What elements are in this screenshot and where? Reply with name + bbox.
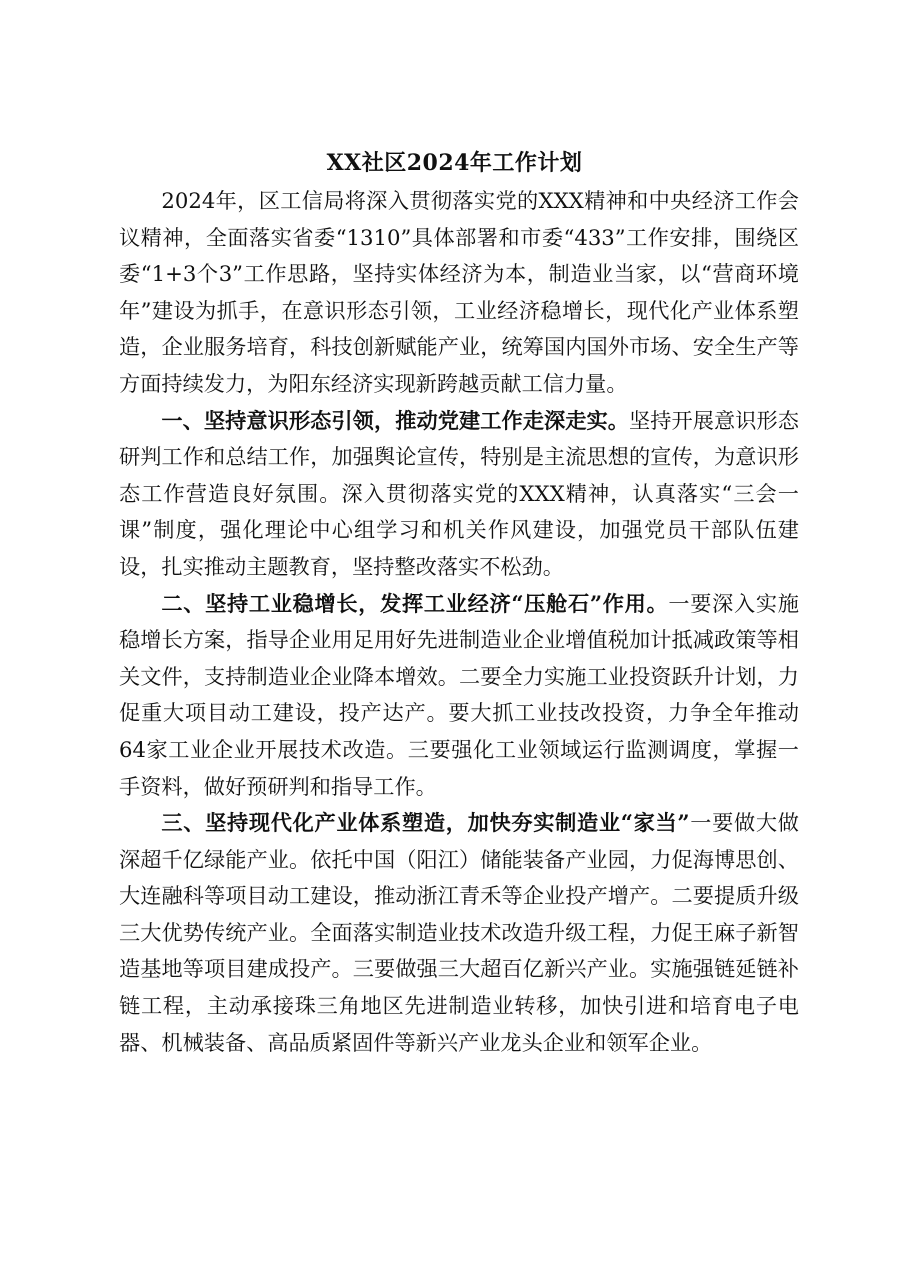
- section-3-heading: 三、坚持现代化产业体系塑造，加快夯实制造业“家当”: [161, 810, 690, 836]
- paragraph-section-3: [119, 805, 799, 1061]
- paragraph-text: 一要深入实施稳增长方案，指导企业用足用好先进制造业企业增值税加计抵减政策等相关文件，支持制造业企业降本增效。二要全力实施工业投资跃升计划，力促重大项目动工建设，投产达产。要大抓工业技改投资，力争全年推动64家工业企业开展技术改造。三要强化工业领域运行监测调度，掌握一手资料，做好预研判和指导工作。: [119, 590, 799, 799]
- paragraph-section-1: [119, 403, 799, 586]
- section-2-heading: 二、坚持工业稳增长，发挥工业经济“压舱石”作用。: [161, 590, 669, 616]
- paragraph-intro: [119, 183, 799, 403]
- document-title: XX社区2024年工作计划: [326, 150, 583, 176]
- paragraph-section-2: [119, 586, 799, 806]
- paragraph-text: 坚持开展意识形态研判工作和总结工作，加强舆论宣传，特别是主流思想的宣传，为意识形态工作营造良好氛围。深入贯彻落实党的XXX精神，认真落实“三会一课”制度，强化理论中心组学习和机关作风建设，加强党员干部队伍建设，扎实推动主题教育，坚持整改落实不松劲。: [119, 407, 799, 579]
- paragraph-text: 一要做大做深超千亿绿能产业。依托中国（阳江）储能装备产业园，力促海博思创、大连融科等项目动工建设，推动浙江青禾等企业投产增产。二要提质升级三大优势传统产业。全面落实制造业技术改造升级工程，力促王麻子新智造基地等项目建成投产。三要做强三大超百亿新兴产业。实施强链延链补链工程，主动承接珠三角地区先进制造业转移，加快引进和培育电子电器、机械装备、高品质紧固件等新兴产业龙头企业和领军企业。: [119, 810, 799, 1055]
- document-body: [119, 183, 799, 1061]
- section-1-heading: 一、坚持意识形态引领，推动党建工作走深走实。: [161, 407, 629, 433]
- paragraph-text: 2024年，区工信局将深入贯彻落实党的XXX精神和中央经济工作会议精神，全面落实省委“1310”具体部署和市委“433”工作安排，围绕区委“1+3个3”工作思路，坚持实体经济为本，制造业当家，以“营商环境年”建设为抓手，在意识形态引领，工业经济稳增长，现代化产业体系塑造，企业服务培育，科技创新赋能产业，统筹国内国外市场、安全生产等方面持续发力，为阳东经济实现新跨越贡献工信力量。: [119, 188, 799, 396]
